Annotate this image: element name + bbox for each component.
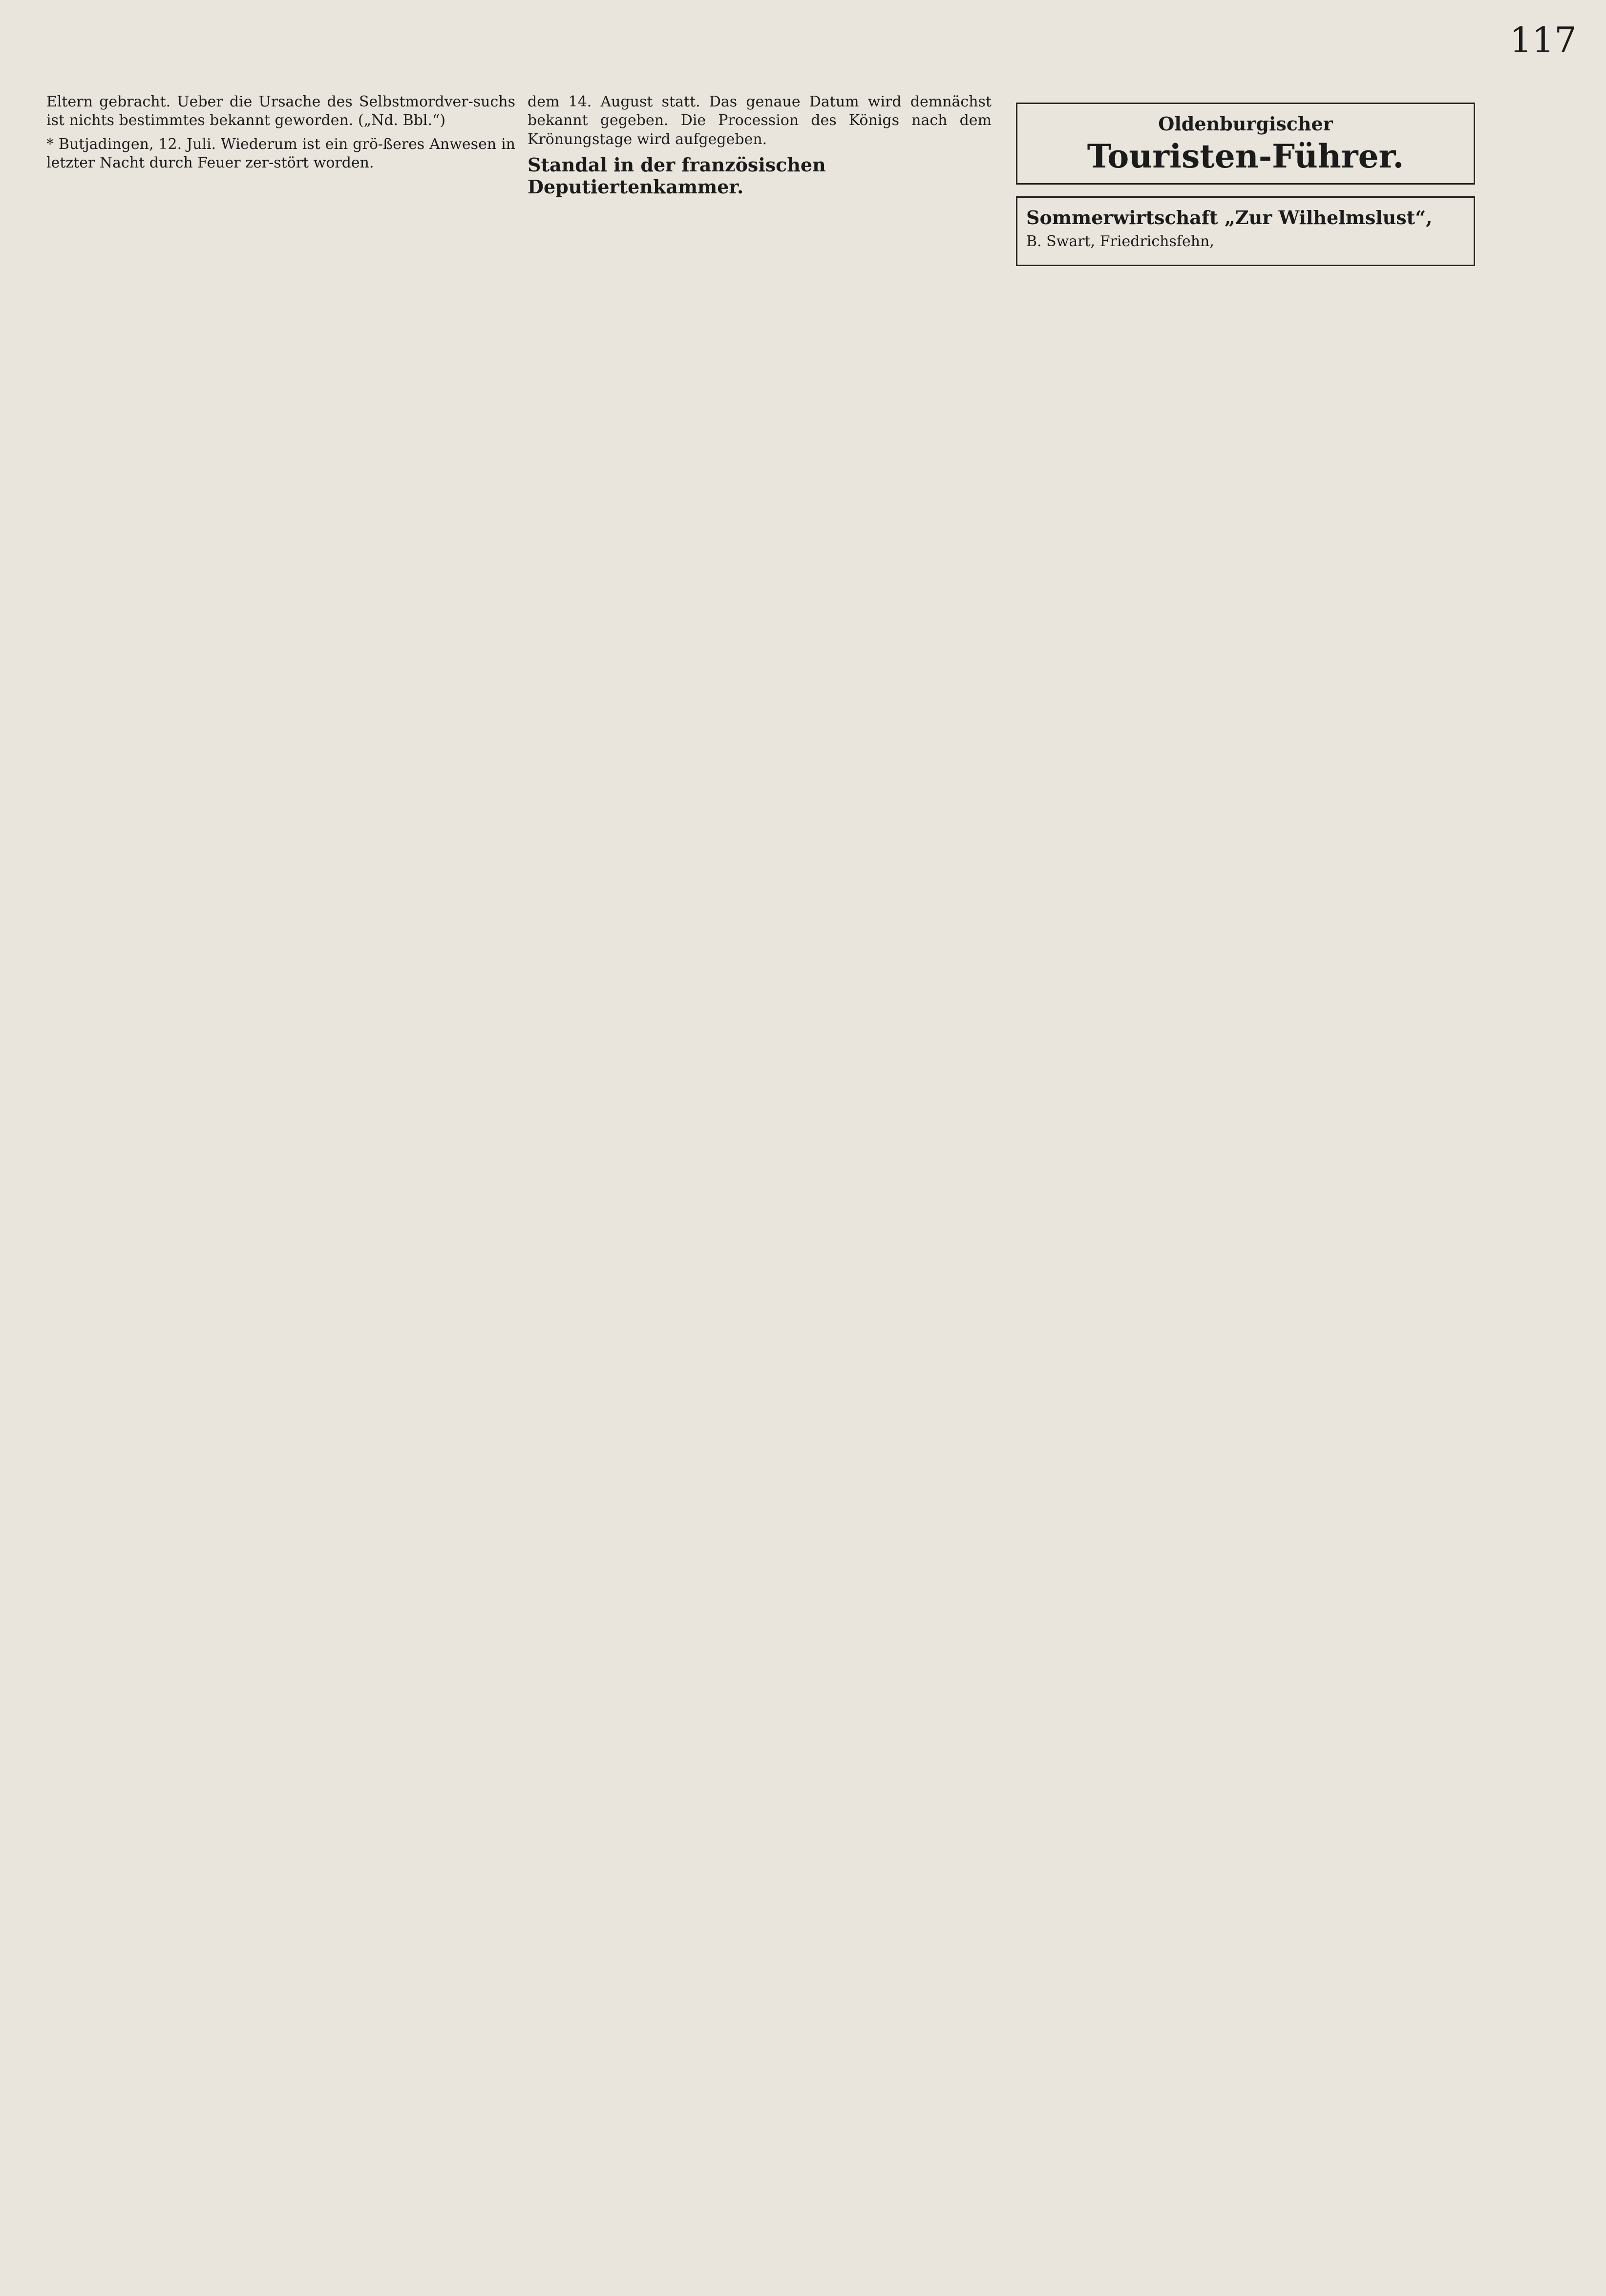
ad-wilhelmslust [1016, 196, 1475, 266]
column-3 [1016, 103, 1475, 278]
article-heading: Standal in der französischen Deputiertenkammer. [528, 154, 826, 198]
guide-title-2: Touristen-Führer. [1087, 137, 1404, 175]
column-1 [46, 93, 515, 178]
ad-owner: B. Swart, Friedrichsfehn, [1026, 232, 1214, 250]
article-paragraph: Eltern gebracht. Ueber die Ursache des Selbstmordver-suchs ist nichts bestimmtes bekannt geworden. („Nd. Bbl.“) [46, 93, 515, 129]
column-2 [528, 93, 992, 202]
page-number: 117 [1509, 20, 1577, 61]
tourist-guide-box [1016, 103, 1475, 185]
guide-title-1: Oldenburgischer [1158, 113, 1333, 135]
article-paragraph: dem 14. August statt. Das genaue Datum wird demnächst bekannt gegeben. Die Procession des Königs nach dem Krönungstage wird aufgegeben. [528, 93, 992, 148]
article-paragraph: * Butjadingen, 12. Juli. Wiederum ist ein grö-ßeres Anwesen in letzter Nacht durch Feuer zer-stört worden. [46, 135, 515, 172]
ad-title: Sommerwirtschaft „Zur Wilhelmslust“, [1026, 206, 1433, 229]
